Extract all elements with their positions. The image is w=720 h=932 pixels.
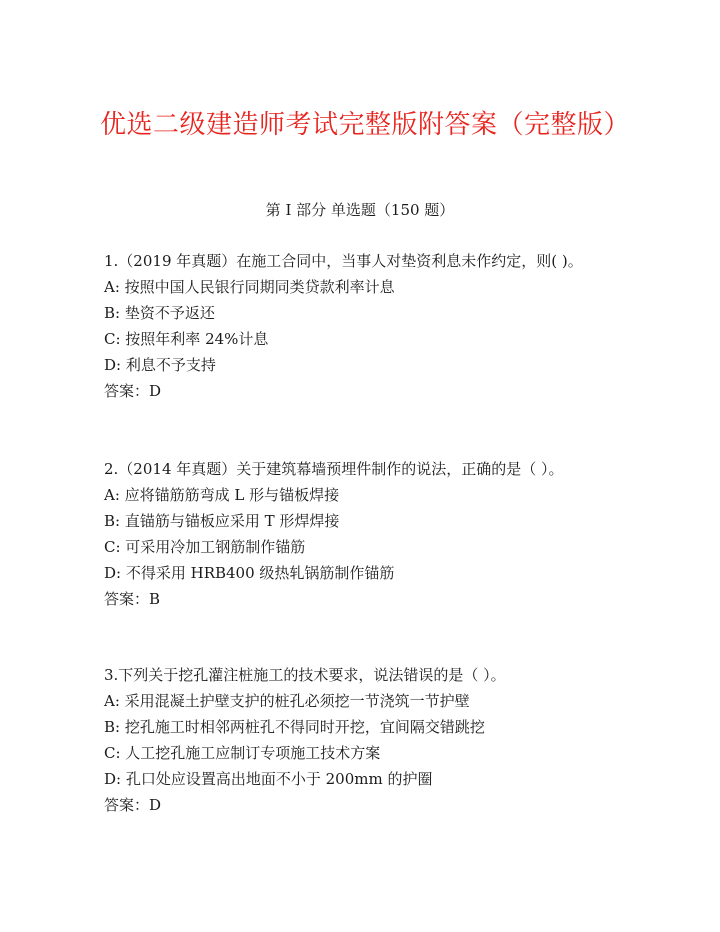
option-c: C: 人工挖孔施工应制订专项施工技术方案 xyxy=(104,744,381,762)
section-heading: 第 I 部分 单选题（150 题） xyxy=(265,201,455,219)
option-d: D: 孔口处应设置高出地面不小于 200mm 的护圈 xyxy=(104,770,433,788)
option-c: C: 可采用冷加工钢筋制作锚筋 xyxy=(104,538,306,556)
option-d: D: 不得采用 HRB400 级热轧锅筋制作锚筋 xyxy=(104,564,395,582)
question-2 xyxy=(104,456,624,612)
question-1 xyxy=(104,248,624,404)
option-a: A: 应将锚筋筋弯成 L 形与锚板焊接 xyxy=(104,486,340,504)
answer-line: 答案：D xyxy=(104,796,162,814)
question-stem: 3.下列关于挖孔灌注桩施工的技术要求，说法错误的是（ ）。 xyxy=(104,666,506,684)
option-c: C: 按照年利率 24%计息 xyxy=(104,330,269,348)
answer-line: 答案：B xyxy=(104,590,161,608)
document-title: 优选二级建造师考试完整版附答案（完整版） xyxy=(100,110,631,140)
option-b: B: 垫资不予返还 xyxy=(104,304,215,322)
answer-line: 答案：D xyxy=(104,382,162,400)
option-d: D: 利息不予支持 xyxy=(104,356,216,374)
question-stem: 2.（2014 年真题）关于建筑幕墙预埋件制作的说法，正确的是（ ）。 xyxy=(104,460,564,478)
option-a: A: 采用混凝土护壁支护的桩孔必须挖一节浇筑一节护壁 xyxy=(104,692,470,710)
question-3 xyxy=(104,662,624,818)
option-b: B: 挖孔施工时相邻两桩孔不得同时开挖，宜间隔交错跳挖 xyxy=(104,718,485,736)
option-a: A: 按照中国人民银行同期同类贷款利率计息 xyxy=(104,278,395,296)
question-stem: 1.（2019 年真题）在施工合同中，当事人对垫资利息未作约定，则( )。 xyxy=(104,252,583,270)
option-b: B: 直锚筋与锚板应采用 T 形焊焊接 xyxy=(104,512,340,530)
